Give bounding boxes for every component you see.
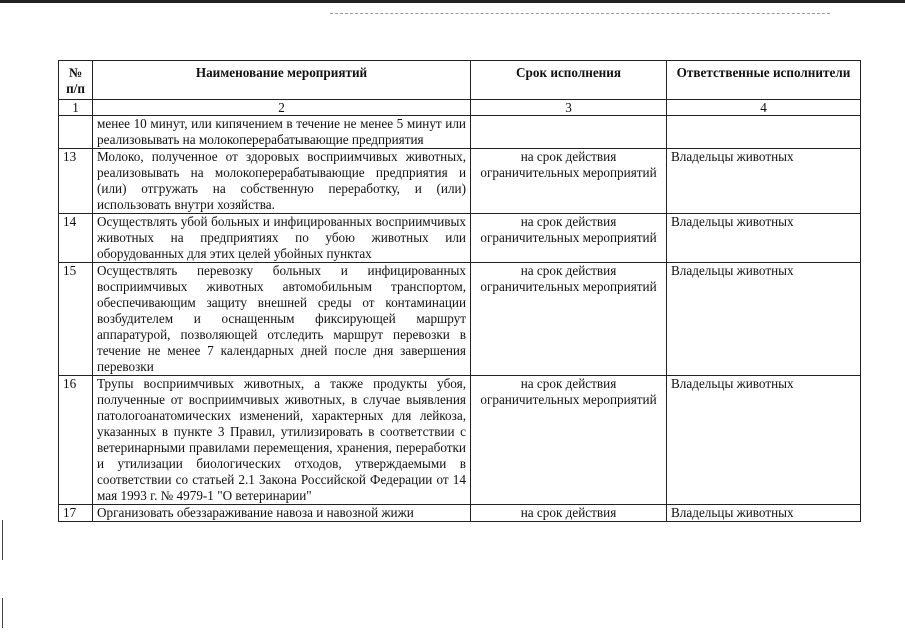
row-number: 14	[59, 214, 93, 263]
table-row	[59, 263, 861, 376]
activities-table	[58, 60, 861, 522]
row-responsible: Владельцы животных	[667, 376, 861, 505]
table-row	[59, 505, 861, 522]
table-row	[59, 214, 861, 263]
row-number: 16	[59, 376, 93, 505]
column-number-row	[59, 100, 861, 116]
row-responsible: Владельцы животных	[667, 149, 861, 214]
col-number: 2	[93, 100, 471, 116]
row-text: Осуществлять перевозку больных и инфицированных восприимчивых животных автомобильным транспортом, обеспечивающим защиту внешней среды от контаминации возбудителем и оснащенным фиксирующей маршрут аппаратурой, позволяющей отследить маршрут перевозки в течение не менее 7 календарных дней после дня завершения перевозки	[93, 263, 471, 376]
row-responsible: Владельцы животных	[667, 214, 861, 263]
row-number	[59, 116, 93, 149]
row-term: на срок действия ограничительных мероприятий	[471, 263, 667, 376]
row-number: 17	[59, 505, 93, 522]
row-term: на срок действия ограничительных мероприятий	[471, 214, 667, 263]
table-row	[59, 149, 861, 214]
header-num: № п/п	[59, 61, 93, 100]
row-responsible: Владельцы животных	[667, 505, 861, 522]
row-term: на срок действия ограничительных мероприятий	[471, 149, 667, 214]
row-term	[471, 116, 667, 149]
table-row	[59, 116, 861, 149]
row-text: Трупы восприимчивых животных, а также продукты убоя, полученные от восприимчивых животных, в случае выявления патологоанатомических изменений, характерных для лейкоза, указанных в пункте 3 Правил, утилизировать в соответствии с ветеринарными правилами перемещения, хранения, переработки и утилизации биологических отходов, утверждаемыми в соответствии со статьей 2.1 Закона Российской Федерации от 14 мая 1993 г. № 4979-1 "О ветеринарии"	[93, 376, 471, 505]
table-row	[59, 376, 861, 505]
col-number: 4	[667, 100, 861, 116]
col-number: 1	[59, 100, 93, 116]
row-text: Молоко, полученное от здоровых восприимчивых животных, реализовывать на молокоперерабатывающие предприятия и (или) отгружать на собственную переработку, и (или) использовать внутри хозяйства.	[93, 149, 471, 214]
table-header-row	[59, 61, 861, 100]
col-number: 3	[471, 100, 667, 116]
header-term: Срок исполнения	[471, 61, 667, 100]
header-resp: Ответственные исполнители	[667, 61, 861, 100]
header-name: Наименование мероприятий	[93, 61, 471, 100]
row-number: 13	[59, 149, 93, 214]
row-term: на срок действия ограничительных мероприятий	[471, 376, 667, 505]
row-text: Организовать обеззараживание навоза и навозной жижи	[93, 505, 471, 522]
row-number: 15	[59, 263, 93, 376]
scan-edge-mark	[2, 598, 3, 628]
row-text: Осуществлять убой больных и инфицированных восприимчивых животных на предприятиях по убою животных или оборудованных для этих целей убойных пунктах	[93, 214, 471, 263]
row-term: на срок действия	[471, 505, 667, 522]
scan-edge-mark	[2, 520, 3, 560]
row-text: менее 10 минут, или кипячением в течение не менее 5 минут или реализовывать на молокоперерабатывающие предприятия	[93, 116, 471, 149]
scan-top-border	[0, 0, 905, 14]
row-responsible: Владельцы животных	[667, 263, 861, 376]
row-responsible	[667, 116, 861, 149]
